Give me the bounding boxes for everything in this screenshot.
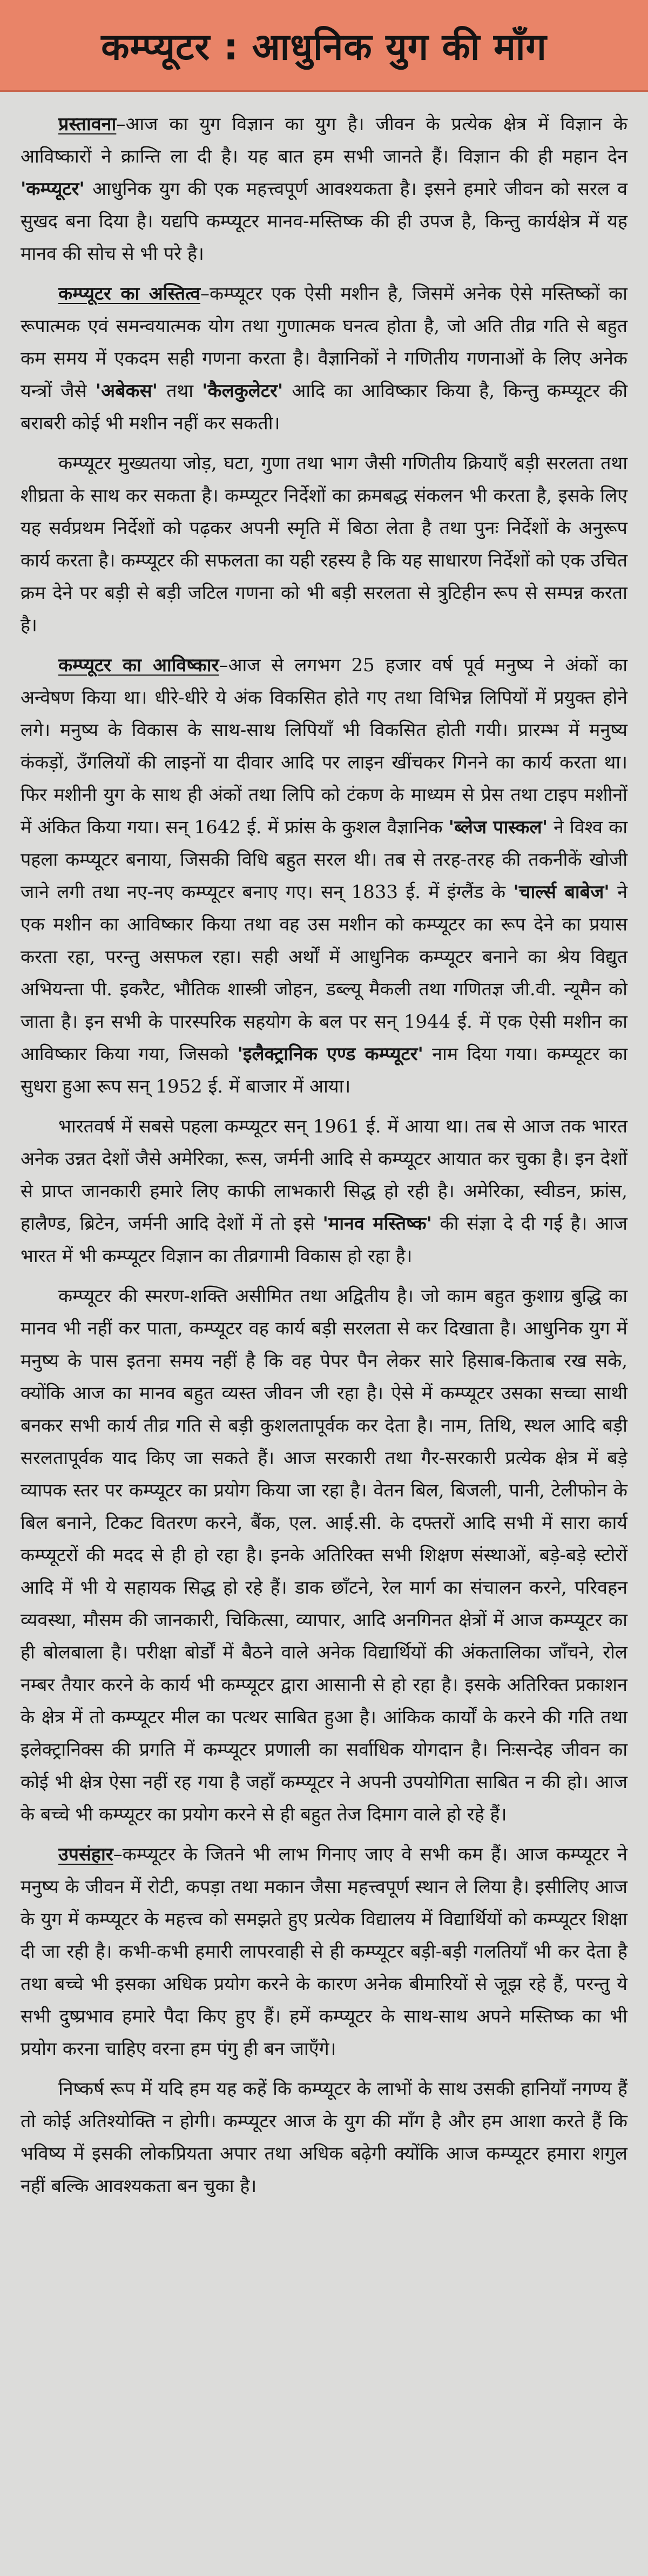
- emphasized-term: 'मानव मस्तिष्क': [322, 1213, 432, 1235]
- paragraph-heading: उपसंहार: [58, 1844, 113, 1865]
- paragraph-text: –आज से लगभग 25 हजार वर्ष पूर्व मनुष्य ने अंकों का अन्वेषण किया था। धीरे-धीरे ये अंक विकसित होते गए तथा विभिन्न लिपियों में प्रयुक्त होने लगे। मनुष्य के विकास के साथ-साथ लिपियाँ भी विकसित होती गयी। प्रारम्भ में मनुष्य कंकड़ों, उँगलियों की लाइनों या दीवार आदि पर लाइन खींचकर गिनने का कार्य करता था। फिर मशीनी युग के साथ ही अंकों तथा लिपि को टंकण के माध्यम से प्रेस तथा टाइप मशीनों में अंकित किया गया। सन् 1642 ई. में फ्रांस के कुशल वैज्ञानिक: [21, 655, 627, 838]
- essay-paragraph: [21, 278, 627, 440]
- essay-body: [0, 92, 648, 2202]
- emphasized-term: 'कम्प्यूटर': [21, 178, 85, 200]
- paragraph-text: तथा: [158, 380, 202, 402]
- emphasized-term: 'चार्ल्स बाबेज': [513, 881, 610, 903]
- essay-paragraph: [21, 2073, 627, 2202]
- essay-paragraph: [21, 649, 627, 1103]
- emphasized-term: 'इलैक्ट्रानिक एण्ड कम्प्यूटर': [237, 1043, 423, 1065]
- paragraph-text: कम्प्यूटर की स्मरण-शक्ति असीमित तथा अद्वितीय है। जो काम बहुत कुशाग्र बुद्धि का मानव भी नहीं कर पाता, कम्प्यूटर वह कार्य बड़ी सरलता से कर दिखाता है। आधुनिक युग में मनुष्य के पास इतना समय नहीं है कि वह पेपर पैन लेकर सारे हिसाब-किताब रख सके, क्योंकि आज का मानव बहुत व्यस्त जीवन जी रहा है। ऐसे में कम्प्यूटर उसका सच्चा साथी बनकर सभी कार्य तीव्र गति से बड़ी कुशलतापूर्वक कर देता है। नाम, तिथि, स्थल आदि बड़ी सरलतापूर्वक याद किए जा सकते हैं। आज सरकारी तथा गैर-सरकारी प्रत्येक क्षेत्र में बड़े व्यापक स्तर पर कम्प्यूटर का प्रयोग किया जा रहा है। वेतन बिल, बिजली, पानी, टेलीफोन के बिल बनाने, टिकट वितरण करने, बैंक, एल. आई.सी. के दफ्तरों आदि सभी में सारा कार्य कम्प्यूटरों की मदद से ही हो रहा है। इनके अतिरिक्त सभी शिक्षण संस्थाओं, बड़े-बड़े स्टोरों आदि में भी ये सहायक सिद्ध हो रहे हैं। डाक छाँटने, रेल मार्ग का संचालन करने, परिवहन व्यवस्था, मौसम की जानकारी, चिकित्सा, व्यापार, आदि अनगिनत क्षेत्रों में आज कम्प्यूटर का ही बोलबाला है। परीक्षा बोर्डों में बैठने वाले अनेक विद्यार्थियों की अंकतालिका जाँचने, रोल नम्बर तैयार करने के कार्य भी कम्प्यूटर द्वारा आसानी से हो रहा है। इसके अतिरिक्त प्रकाशन के क्षेत्र में तो कम्प्यूटर मील का पत्थर साबित हुआ है। आंकिक कार्यों के करने की गति तथा इलेक्ट्रानिक्स की प्रगति में कम्प्यूटर प्रणाली का सर्वाधिक योगदान है। निःसन्देह जीवन का कोई भी क्षेत्र ऐसा नहीं रह गया है जहाँ कम्प्यूटर ने अपनी उपयोगिता साबित न की हो। आज के बच्चे भी कम्प्यूटर का प्रयोग करने से ही बहुत तेज दिमाग वाले हो रहे हैं।: [21, 1285, 627, 1825]
- paragraph-text: निष्कर्ष रूप में यदि हम यह कहें कि कम्प्यूटर के लाभों के साथ उसकी हानियाँ नगण्य हैं तो कोई अतिश्योक्ति न होगी। कम्प्यूटर आज के युग की माँग है और हम आशा करते हैं कि भविष्य में इसकी लोकप्रियता अपार तथा अधिक बढ़ेगी क्योंकि आज कम्प्यूटर हमारा शगुल नहीं बल्कि आवश्यकता बन चुका है।: [21, 2078, 627, 2197]
- paragraph-text: भारतवर्ष में सबसे पहला कम्प्यूटर सन् 1961 ई. में आया था। तब से आज तक भारत अनेक उन्नत देशों जैसे अमेरिका, रूस, जर्मनी आदि से कम्प्यूटर आयात कर चुका है। इन देशों से प्राप्त जानकारी हमारे लिए काफी लाभकारी सिद्ध हो रही है। अमेरिका, स्वीडन, फ्रांस, हालैण्ड, ब्रिटेन, जर्मनी आदि देशों में तो इसे: [21, 1116, 627, 1235]
- paragraph-heading: प्रस्तावना: [58, 113, 117, 135]
- paragraph-text: आदि का आविष्कार किया है, किन्तु कम्प्यूटर की बराबरी कोई भी मशीन नहीं कर सकती।: [21, 380, 628, 434]
- emphasized-term: 'अबेकस': [95, 380, 158, 402]
- emphasized-term: 'ब्लेज पास्कल': [448, 817, 548, 838]
- paragraph-text: कम्प्यूटर मुख्यतया जोड़, घटा, गुणा तथा भाग जैसी गणितीय क्रियाएँ बड़ी सरलता तथा शीघ्रता के साथ कर सकता है। कम्प्यूटर निर्देशों का क्रमबद्ध संकलन भी करता है, इसके लिए यह सर्वप्रथम निर्देशों को पढ़कर अपनी स्मृति में बिठा लेता है तथा पुनः निर्देशों के अनुरूप कार्य करता है। कम्प्यूटर की सफलता का यही रहस्य है कि यह साधारण निर्देशों को एक उचित क्रम देने पर बड़ी से बड़ी जटिल गणना को भी बड़ी सरलता से त्रुटिहीन रूप से सम्पन्न करता है।: [21, 453, 627, 636]
- paragraph-text: ने एक मशीन का आविष्कार किया तथा वह उस मशीन को कम्प्यूटर का रूप देने का प्रयास करता रहा, परन्तु असफल रहा। सही अर्थों में आधुनिक कम्प्यूटर बनाने का श्रेय विद्युत अभियन्ता पी. इकरैट, भौतिक शास्त्री जोहन, डब्ल्यू मैकली तथा गणितज्ञ जी.वी. न्यूमैन को जाता है। इन सभी के पारस्परिक सहयोग के बल पर सन् 1944 ई. में एक ऐसी मशीन का आविष्कार किया गया, जिसको: [21, 881, 627, 1065]
- paragraph-text: नाम दिया गया। कम्प्यूटर का सुधरा हुआ रूप सन् 1952 ई. में बाजार में आया।: [21, 1043, 627, 1097]
- page-title: कम्प्यूटर : आधुनिक युग की माँग: [101, 26, 547, 69]
- paragraph-text: ने विश्व का पहला कम्प्यूटर बनाया, जिसकी विधि बहुत सरल थी। तब से तरह-तरह की तकनीकें खोजी जाने लगी तथा नए-नए कम्प्यूटर बनाए गए। सन् 1833 ई. में इंग्लैंड के: [21, 817, 627, 903]
- essay-paragraph: [21, 108, 627, 270]
- essay-paragraph: [21, 1110, 627, 1272]
- paragraph-text: –आज का युग विज्ञान का युग है। जीवन के प्रत्येक क्षेत्र में विज्ञान के आविष्कारों ने क्रान्ति ला दी है। यह बात हम सभी जानते हैं। विज्ञान की ही महान देन: [21, 113, 627, 167]
- essay-paragraph: [21, 1280, 627, 1831]
- title-banner: [0, 0, 648, 92]
- paragraph-text: –कम्प्यूटर एक ऐसी मशीन है, जिसमें अनेक ऐसे मस्तिष्कों का रूपात्मक एवं समन्वयात्मक योग तथा गुणात्मक घनत्व होता है, जो अति तीव्र गति से बहुत कम समय में एकदम सही गणना करता है। वैज्ञानिकों ने गणितीय गणनाओं के लिए अनेक यन्त्रों जैसे: [21, 283, 627, 402]
- paragraph-heading: कम्प्यूटर का अस्तित्व: [58, 283, 201, 305]
- paragraph-text: की संज्ञा दे दी गई है। आज भारत में भी कम्प्यूटर विज्ञान का तीव्रगामी विकास हो रहा है।: [21, 1213, 628, 1267]
- essay-paragraph: [21, 1838, 627, 2065]
- paragraph-text: आधुनिक युग की एक महत्त्वपूर्ण आवश्यकता है। इसने हमारे जीवन को सरल व सुखद बना दिया है। यद्यपि कम्प्यूटर मानव-मस्तिष्क की ही उपज है, किन्तु कार्यक्षेत्र में यह मानव की सोच से भी परे है।: [21, 178, 627, 265]
- paragraph-text: –कम्प्यूटर के जितने भी लाभ गिनाए जाए वे सभी कम हैं। आज कम्प्यूटर ने मनुष्य के जीवन में रोटी, कपड़ा तथा मकान जैसा महत्त्वपूर्ण स्थान ले लिया है। इसीलिए आज के युग में कम्प्यूटर के महत्त्व को समझते हुए प्रत्येक विद्यालय में विद्यार्थियों को कम्प्यूटर शिक्षा दी जा रही है। कभी-कभी हमारी लापरवाही से ही कम्प्यूटर बड़ी-बड़ी गलतियाँ भी कर देता है तथा बच्चे भी इसका अधिक प्रयोग करने के कारण अनेक बीमारियों से जूझ रहे हैं, परन्तु ये सभी दुष्प्रभाव हमारे पैदा किए हुए हैं। हमें कम्प्यूटर के साथ-साथ अपने मस्तिष्क का भी प्रयोग करना चाहिए वरना हम पंगु ही बन जाएँगे।: [21, 1844, 627, 2060]
- essay-paragraph: [21, 447, 627, 642]
- paragraph-heading: कम्प्यूटर का आविष्कार: [58, 655, 219, 676]
- emphasized-term: 'कैलकुलेटर': [202, 380, 284, 402]
